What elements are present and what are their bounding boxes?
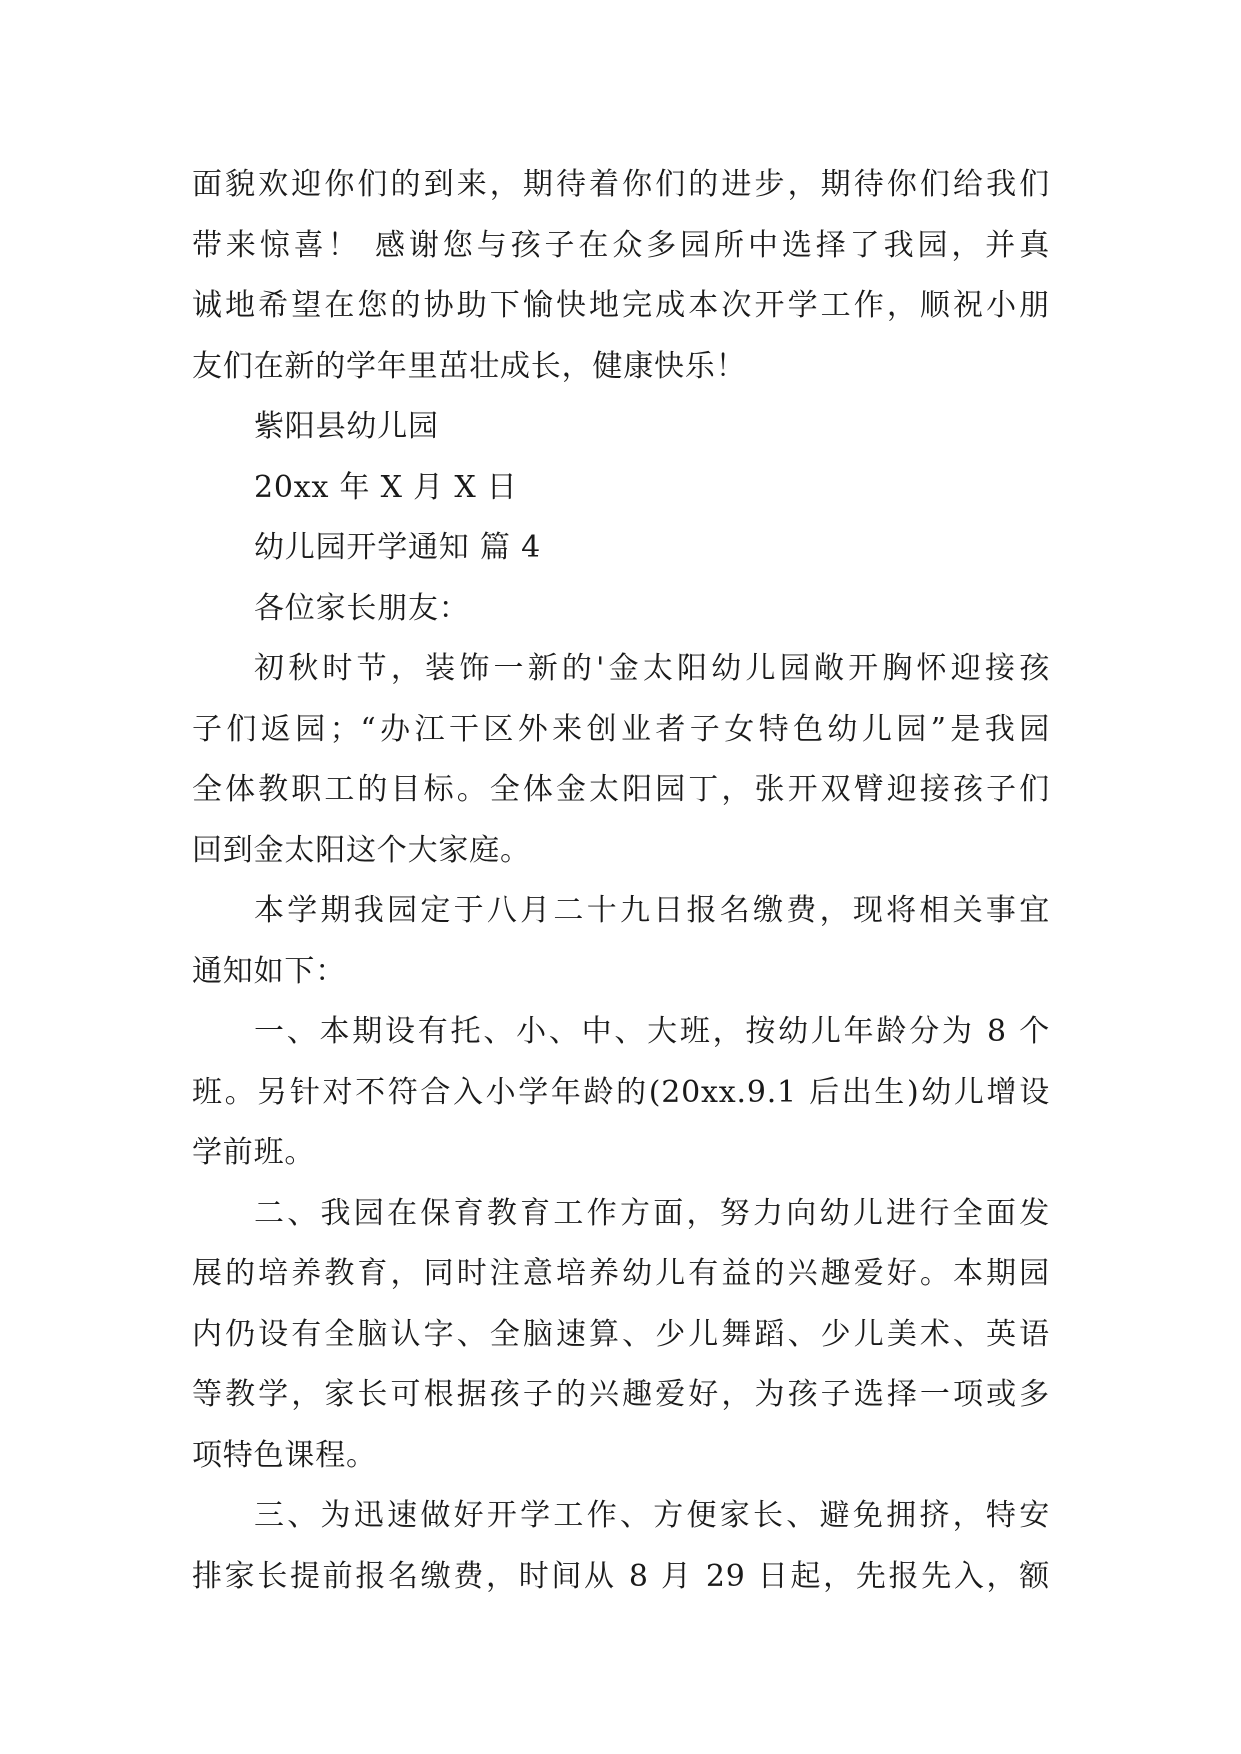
text-line: 面貌欢迎你们的到来，期待着你们的进步，期待你们给我们 [192,167,1050,202]
text-line: 通知如下： [192,953,346,989]
text-line: 班。另针对不符合入小学年龄的(20xx.9.1 后出生)幼儿增设 [192,1074,1050,1110]
section-heading: 幼儿园开学通知 篇 4 [254,530,541,565]
text-line: 项特色课程。 [192,1437,377,1473]
text-line: 全体教职工的目标。全体金太阳园丁，张开双臂迎接孩子们 [192,772,1050,807]
text-line: 等教学，家长可根据孩子的兴趣爱好，为孩子选择一项或多 [192,1377,1050,1412]
text-line: 三、为迅速做好开学工作、方便家长、避免拥挤，特安 [254,1498,1050,1533]
text-line: 二、我园在保育教育工作方面，努力向幼儿进行全面发 [254,1195,1050,1231]
text-line: 友们在新的学年里茁壮成长，健康快乐！ [192,348,747,384]
text-line: 展的培养教育，同时注意培养幼儿有益的兴趣爱好。本期园 [192,1256,1050,1291]
signature-date: 20xx 年 X 月 X 日 [254,469,518,505]
salutation: 各位家长朋友： [254,590,470,626]
text-line: 诚地希望在您的协助下愉快地完成本次开学工作，顺祝小朋 [192,288,1050,323]
text-line: 内仍设有全脑认字、全脑速算、少儿舞蹈、少儿美术、英语 [192,1316,1050,1352]
text-line: 初秋时节，装饰一新的'金太阳幼儿园敞开胸怀迎接孩 [254,651,1050,686]
text-line: 学前班。 [192,1135,316,1170]
document-body [192,155,1050,1607]
text-line: 本学期我园定于八月二十九日报名缴费，现将相关事宜 [254,893,1050,928]
text-line: 排家长提前报名缴费，时间从 8 月 29 日起，先报先入，额 [192,1558,1050,1594]
text-line: 回到金太阳这个大家庭。 [192,832,531,868]
text-line: 一、本期设有托、小、中、大班，按幼儿年龄分为 8 个 [254,1014,1050,1049]
signature-org: 紫阳县幼儿园 [254,409,439,444]
text-line: 带来惊喜！ 感谢您与孩子在众多园所中选择了我园，并真 [192,227,1050,263]
text-line: 子们返园；“办江干区外来创业者子女特色幼儿园”是我园 [192,711,1050,747]
